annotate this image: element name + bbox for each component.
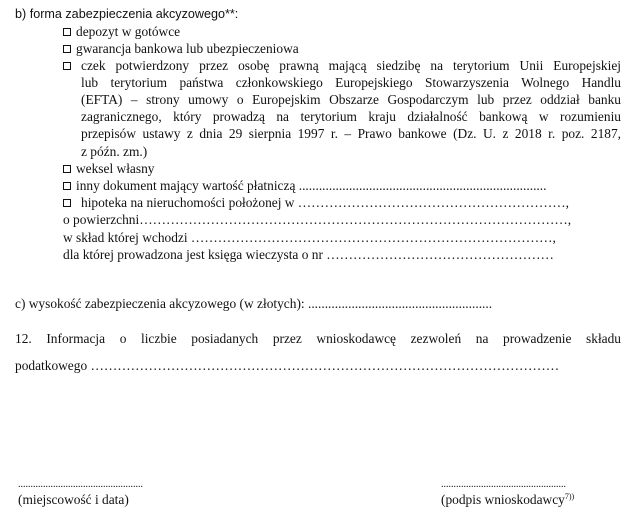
option-other-document-label: inny dokument mający wartość płatniczą .......................................................................... bbox=[76, 178, 547, 193]
option-bill[interactable] bbox=[63, 161, 154, 177]
option-other-document[interactable] bbox=[63, 178, 546, 194]
option-guarantee[interactable] bbox=[63, 41, 299, 57]
option-mortgage-line-3: w skład której wchodzi ………………………………………………………………………, bbox=[63, 230, 556, 245]
signature-applicant-label bbox=[441, 492, 574, 508]
option-deposit[interactable] bbox=[63, 24, 180, 40]
option-bill-label: weksel własny bbox=[76, 161, 155, 176]
option-cheque-line-3: (EFTA) – strony umowy o Europejskim Obszarze Gospodarczym lub przez oddział banku bbox=[81, 92, 621, 107]
section-12-line-1: 12. Informacja o liczbie posiadanych przez wnioskodawcę zezwoleń na prowadzenie składu bbox=[15, 331, 621, 346]
signature-applicant-label-text: (podpis wnioskodawcy bbox=[441, 492, 565, 507]
checkbox-icon[interactable] bbox=[63, 28, 71, 36]
option-deposit-label: depozyt w gotówce bbox=[76, 24, 181, 39]
option-mortgage-line-1: hipoteka na nieruchomości położonej w ……………………………………………………, bbox=[81, 195, 569, 210]
checkbox-icon[interactable] bbox=[63, 182, 71, 190]
section-c: c) wysokość zabezpieczenia akcyzowego (w złotych): ....................................................... bbox=[15, 296, 493, 311]
signature-place-date-dots: .................................................. bbox=[18, 479, 143, 490]
section-12-line-2: podatkowego …………………………………………………………………………………………… bbox=[15, 358, 560, 373]
option-cheque-line-4: zagranicznego, który prowadzą na terytorium kraju działalność bankową w rozumieniu bbox=[81, 109, 621, 124]
option-mortgage-line-4: dla której prowadzona jest księga wieczysta o nr …………………………………………… bbox=[63, 247, 554, 262]
signature-place-date-label: (miejscowość i data) bbox=[18, 492, 129, 507]
checkbox-icon[interactable] bbox=[63, 62, 71, 70]
option-cheque-line-6: z późn. zm.) bbox=[81, 144, 148, 159]
option-mortgage-line-2: o powierzchni……………………………………………………………………………………, bbox=[63, 212, 572, 227]
checkbox-icon[interactable] bbox=[63, 45, 71, 53]
option-cheque-line-5: przepisów ustawy z dnia 29 sierpnia 1997 r. – Prawo bankowe (Dz. U. z 2018 r. poz. 2187, bbox=[81, 126, 621, 141]
checkbox-icon[interactable] bbox=[63, 165, 71, 173]
checkbox-icon[interactable] bbox=[63, 199, 71, 207]
option-guarantee-label: gwarancja bankowa lub ubezpieczeniowa bbox=[76, 41, 299, 56]
option-cheque-line-2: lub terytorium państwa członkowskiego Europejskiego Stowarzyszenia Wolnego Handlu bbox=[81, 75, 621, 90]
footnote-marker: 7)) bbox=[564, 492, 575, 501]
signature-applicant-dots: .................................................. bbox=[441, 479, 566, 490]
option-cheque-line-1: czek potwierdzony przez osobę prawną mającą siedzibę na terytorium Unii Europejskiej bbox=[81, 58, 621, 73]
section-b-heading: b) forma zabezpieczenia akcyzowego**: bbox=[15, 7, 239, 21]
